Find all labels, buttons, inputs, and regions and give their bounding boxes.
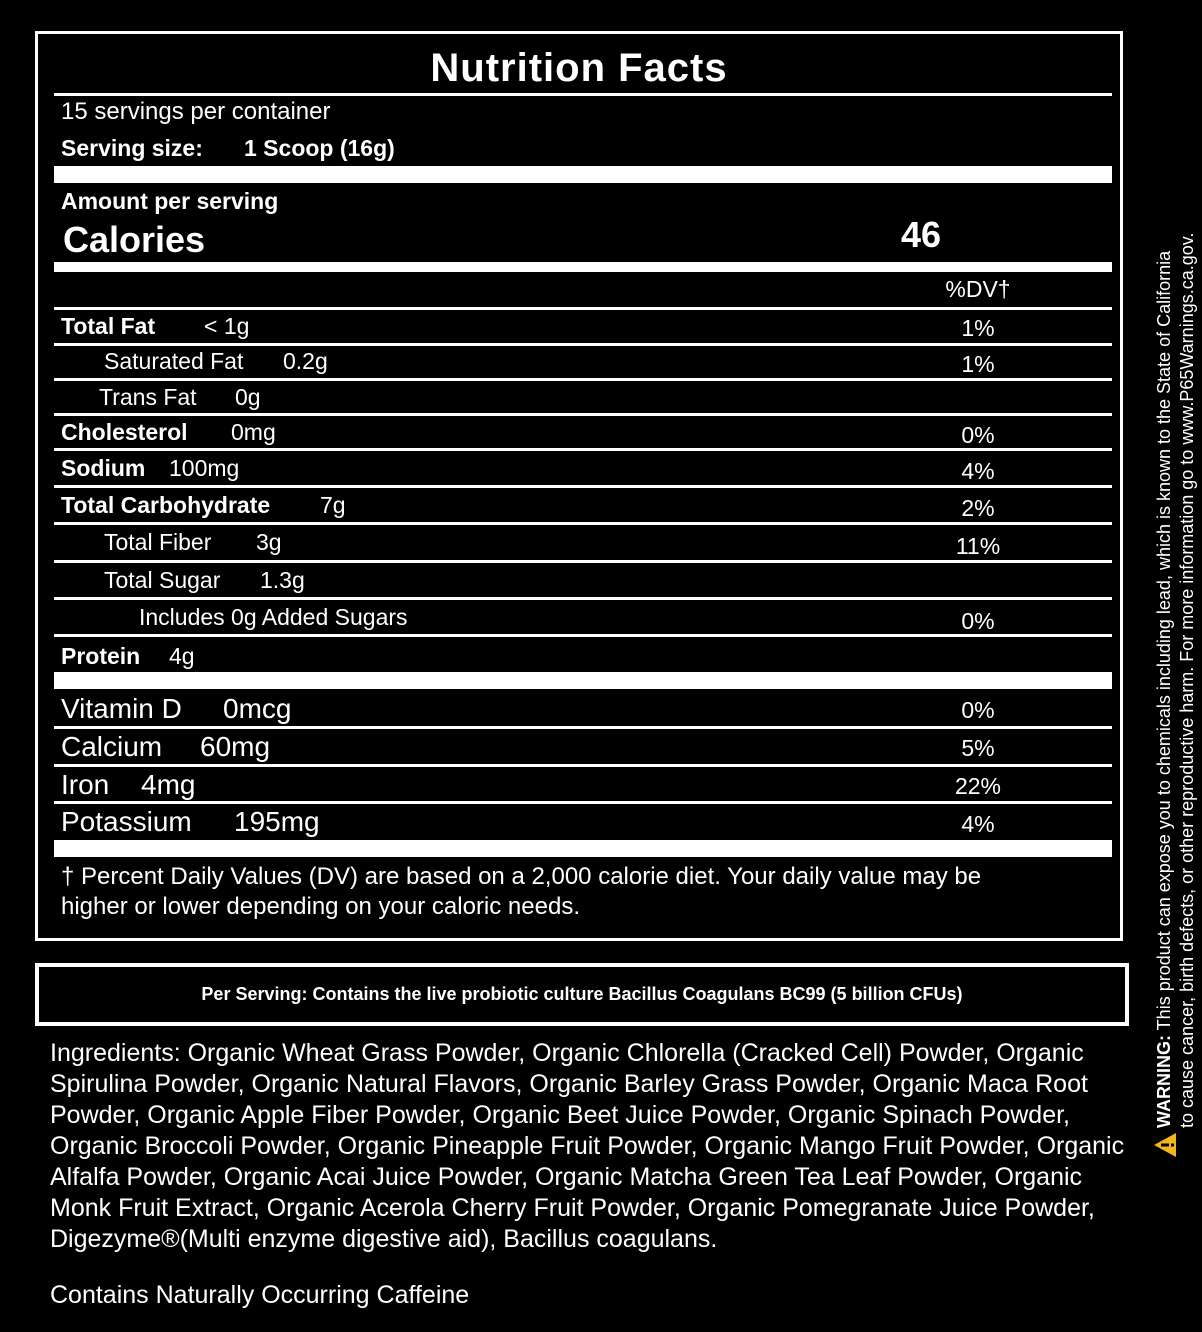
nutrient-amount: 0.2g [283, 348, 328, 374]
nutrient-name: Saturated Fat [104, 348, 244, 374]
nutrient-dv: 1% [961, 315, 995, 341]
vitamin-dv: 0% [961, 697, 995, 723]
divider [54, 343, 1112, 346]
divider [54, 560, 1112, 563]
thick-divider [54, 166, 1112, 183]
nutrition-facts-panel [35, 31, 1123, 941]
vitamin-dv: 4% [961, 811, 995, 837]
footnote-line-1: † Percent Daily Values (DV) are based on a 2,000 calorie diet. Your daily value may be [61, 863, 982, 890]
nutrient-amount: 7g [320, 492, 346, 518]
nutrient-dv: 11% [955, 533, 1001, 559]
nutrient-dv: 2% [961, 495, 995, 521]
vitamin-amount: 4mg [141, 769, 196, 800]
nutrient-name: Cholesterol [61, 419, 188, 445]
nutrient-amount: 0g [235, 384, 261, 410]
warning-triangle-icon [1153, 1132, 1177, 1158]
divider [54, 413, 1112, 416]
divider [54, 764, 1112, 767]
calories-label: Calories [63, 219, 206, 260]
vitamin-name: Vitamin D [61, 693, 182, 724]
nutrient-dv: 0% [961, 422, 995, 448]
divider [54, 726, 1112, 729]
divider [54, 378, 1112, 381]
vitamin-dv: 5% [961, 735, 995, 761]
nutrient-amount: 3g [256, 529, 282, 555]
amount-per-serving: Amount per serving [61, 188, 279, 214]
nutrient-dv: 0% [961, 608, 995, 634]
nutrient-name: Sodium [61, 455, 146, 481]
nutrient-amount: 100mg [169, 455, 240, 481]
nutrient-name: Trans Fat [99, 384, 197, 410]
vitamin-amount: 0mcg [223, 693, 292, 724]
nutrient-dv: 1% [961, 351, 995, 377]
nutrient-name: Total Fat [61, 313, 156, 339]
nutrient-dv: 4% [961, 458, 995, 484]
medium-divider [54, 262, 1112, 272]
vitamin-name: Calcium [61, 731, 163, 762]
probiotic-statement-box [35, 963, 1129, 1026]
vitamin-name: Iron [61, 769, 110, 800]
vitamin-dv: 22% [954, 773, 1002, 799]
divider [54, 522, 1112, 525]
warning-text [1153, 233, 1199, 1128]
thick-divider [54, 840, 1112, 857]
vitamin-amount: 195mg [234, 806, 320, 837]
warning-line-2: to cause cancer, birth defects, or other reproductive harm. For more information go to www.P65Warnings.ca.gov. [1177, 232, 1197, 1128]
panel-title: Nutrition Facts [430, 46, 728, 90]
footnote-line-2: higher or lower depending on your caloric needs. [61, 893, 580, 920]
divider [54, 597, 1112, 600]
prop65-warning [1153, 158, 1199, 1158]
nutrient-name: Total Carbohydrate [61, 492, 271, 518]
divider [54, 801, 1112, 804]
divider [54, 634, 1112, 637]
vitamin-amount: 60mg [200, 731, 271, 762]
nutrient-amount: 1.3g [260, 567, 305, 593]
serving-size-label: Serving size: [61, 135, 203, 161]
warning-line-1: This product can expose you to chemicals including lead, which is known to the State of California [1154, 250, 1174, 1031]
divider [54, 93, 1112, 96]
nutrient-amount: < 1g [204, 313, 250, 339]
calories-value: 46 [901, 214, 942, 255]
probiotic-statement: Per Serving: Contains the live probiotic culture Bacillus Coagulans BC99 (5 billion CFUs) [201, 984, 963, 1004]
dv-header: %DV† [945, 276, 1011, 302]
vitamin-name: Potassium [61, 806, 192, 837]
divider [54, 485, 1112, 488]
nutrient-name: Includes 0g Added Sugars [139, 604, 408, 630]
nutrient-name: Total Sugar [104, 567, 221, 593]
nutrient-name: Protein [61, 643, 141, 669]
warning-label: WARNING: [1154, 1035, 1174, 1128]
serving-size-value: 1 Scoop (16g) [244, 135, 395, 161]
divider [54, 307, 1112, 310]
divider [54, 448, 1112, 451]
thick-divider [54, 672, 1112, 689]
nutrient-name: Total Fiber [104, 529, 212, 555]
nutrient-amount: 4g [169, 643, 195, 669]
nutrient-amount: 0mg [231, 419, 276, 445]
ingredients-list: Ingredients: Organic Wheat Grass Powder, Organic Chlorella (Cracked Cell) Powder, Organic Spirulina Powder, Organic Natural Flavors, Organic Barley Grass Powder, Organic Maca Root Powder, Organic Apple Fiber Powder, Organic Beet Juice Powder, Organic Spinach Powder, Organic Broccoli Powder, Organic Pineapple Fruit Powder, Organic Mango Fruit Powder, Organic Alfalfa Powder, Organic Acai Juice Powder, Organic Matcha Green Tea Leaf Powder, Organic Monk Fruit Extract, Organic Acerola Cherry Fruit Powder, Organic Pomegranate Juice Powder, Digezyme®(Multi enzyme digestive aid), Bacillus coagulans. [50, 1039, 1125, 1253]
caffeine-note: Contains Naturally Occurring Caffeine [50, 1281, 470, 1309]
servings-per-container: 15 servings per container [61, 98, 331, 125]
